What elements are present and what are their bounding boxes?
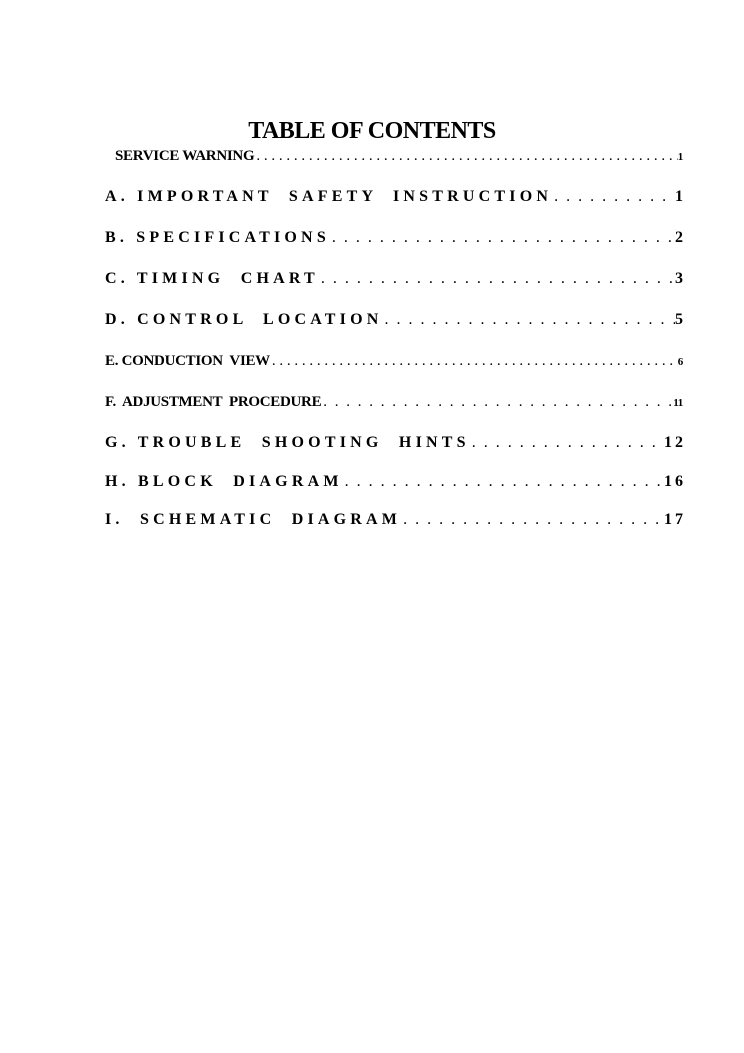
- dot-leader: [270, 353, 678, 370]
- toc-entry-page: 2: [675, 229, 686, 246]
- toc-entry-page: 12: [664, 434, 686, 451]
- toc-entry-label: F. ADJUSTMENT PROCEDURE: [105, 394, 322, 410]
- toc-entry-timing-chart[interactable]: [105, 270, 686, 288]
- toc-entry-page: 17: [664, 511, 686, 528]
- toc-entry-conduction-view[interactable]: [105, 353, 683, 370]
- toc-entry-label: D. CONTROL LOCATION: [105, 311, 383, 328]
- toc-entry-schematic-diagram[interactable]: [105, 511, 686, 529]
- toc-entry-label: A. IMPORTANT SAFETY INSTRUCTION: [105, 188, 553, 205]
- toc-entry-service-warning[interactable]: [115, 148, 683, 165]
- dot-leader: [343, 473, 664, 491]
- toc-entry-page: 3: [675, 270, 686, 287]
- toc-entry-label: B. SPECIFICATIONS: [105, 229, 330, 246]
- toc-entry-label: SERVICE WARNING: [115, 148, 255, 164]
- toc-entry-label: G. TROUBLE SHOOTING HINTS: [105, 434, 470, 451]
- toc-entry-label: H. BLOCK DIAGRAM: [105, 473, 343, 490]
- dot-leader: [401, 511, 664, 529]
- toc-entry-page: 5: [675, 311, 686, 328]
- toc-entry-specifications[interactable]: [105, 229, 686, 247]
- toc-entry-page: 6: [677, 356, 683, 368]
- dot-leader: [319, 270, 675, 288]
- dot-leader: [383, 311, 675, 329]
- dot-leader: [254, 148, 677, 165]
- toc-entry-page: 1: [675, 188, 686, 205]
- dot-leader: [330, 229, 675, 247]
- page-title: TABLE OF CONTENTS: [248, 118, 496, 144]
- toc-entry-page: 1: [677, 151, 683, 163]
- toc-entry-control-location[interactable]: [105, 311, 686, 329]
- toc-entry-block-diagram[interactable]: [105, 473, 686, 491]
- dot-leader: [552, 188, 675, 206]
- toc-entry-page: 11: [673, 397, 683, 409]
- dot-leader: [321, 394, 673, 411]
- toc-entry-important-safety-instruction[interactable]: [105, 188, 686, 206]
- toc-entry-label: I. SCHEMATIC DIAGRAM: [105, 511, 402, 528]
- toc-entry-page: 16: [664, 473, 686, 490]
- toc-entry-label: E. CONDUCTION VIEW: [105, 353, 270, 369]
- dot-leader: [470, 434, 664, 452]
- toc-entry-label: C. TIMING CHART: [105, 270, 319, 287]
- toc-entry-adjustment-procedure[interactable]: [105, 394, 683, 411]
- toc-entry-trouble-shooting-hints[interactable]: [105, 434, 686, 452]
